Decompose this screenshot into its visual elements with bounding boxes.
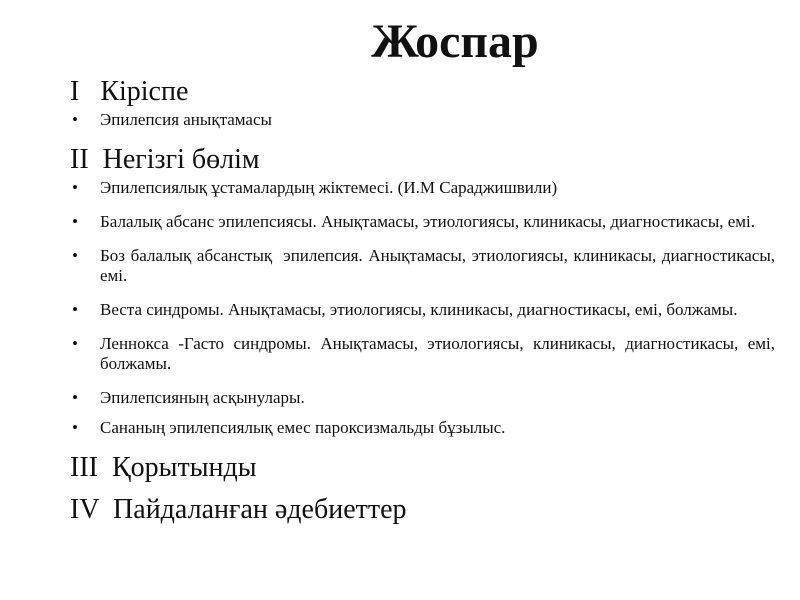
slide-content [70, 74, 780, 528]
list-item: • Эпилепсия анықтамасы [72, 110, 272, 129]
list-item: • Сананың эпилепсиялық емес пароксизмальды бұзылыс. [72, 418, 506, 437]
bullet-icon: • [72, 178, 78, 197]
list-item: • Боз балалық абсанстық эпилепсия. Анықтамасы, этиологиясы, клиникасы, диагностикасы, емі. [72, 246, 780, 285]
list-item: • Эпилепсиялық ұстамалардың жіктемесі. (И.М Сараджишвили) [72, 178, 558, 197]
slide-title: Жоспар [371, 15, 539, 68]
list-item: • Балалық абсанс эпилепсиясы. Анықтамасы, этиологиясы, клиникасы, диагностикасы, емі. [72, 212, 756, 231]
list-item: • Веста синдромы. Анықтамасы, этиологиясы, клиникасы, диагностикасы, емі, болжамы. [72, 300, 738, 319]
section-heading-intro: I Кіріспе [70, 76, 189, 107]
bullet-icon: • [72, 212, 78, 231]
intro-list [70, 110, 775, 130]
list-item: • Эпилепсияның асқынулары. [72, 388, 305, 407]
bullet-icon: • [72, 246, 78, 265]
section-heading-main: II Негізгі бөлім [70, 144, 260, 175]
section-heading-references: IV Пайдаланған әдебиеттер [70, 494, 407, 525]
bullet-icon: • [72, 388, 78, 407]
bullet-icon: • [72, 334, 78, 353]
bullet-icon: • [72, 300, 78, 319]
bullet-icon: • [72, 110, 78, 129]
bullet-icon: • [72, 418, 78, 437]
section-heading-conclusion: III Қорытынды [70, 452, 257, 483]
main-list [70, 178, 780, 438]
list-item: • Леннокса -Гасто синдромы. Анықтамасы, этиологиясы, клиникасы, диагностикасы, емі, болжамы. [72, 334, 775, 373]
